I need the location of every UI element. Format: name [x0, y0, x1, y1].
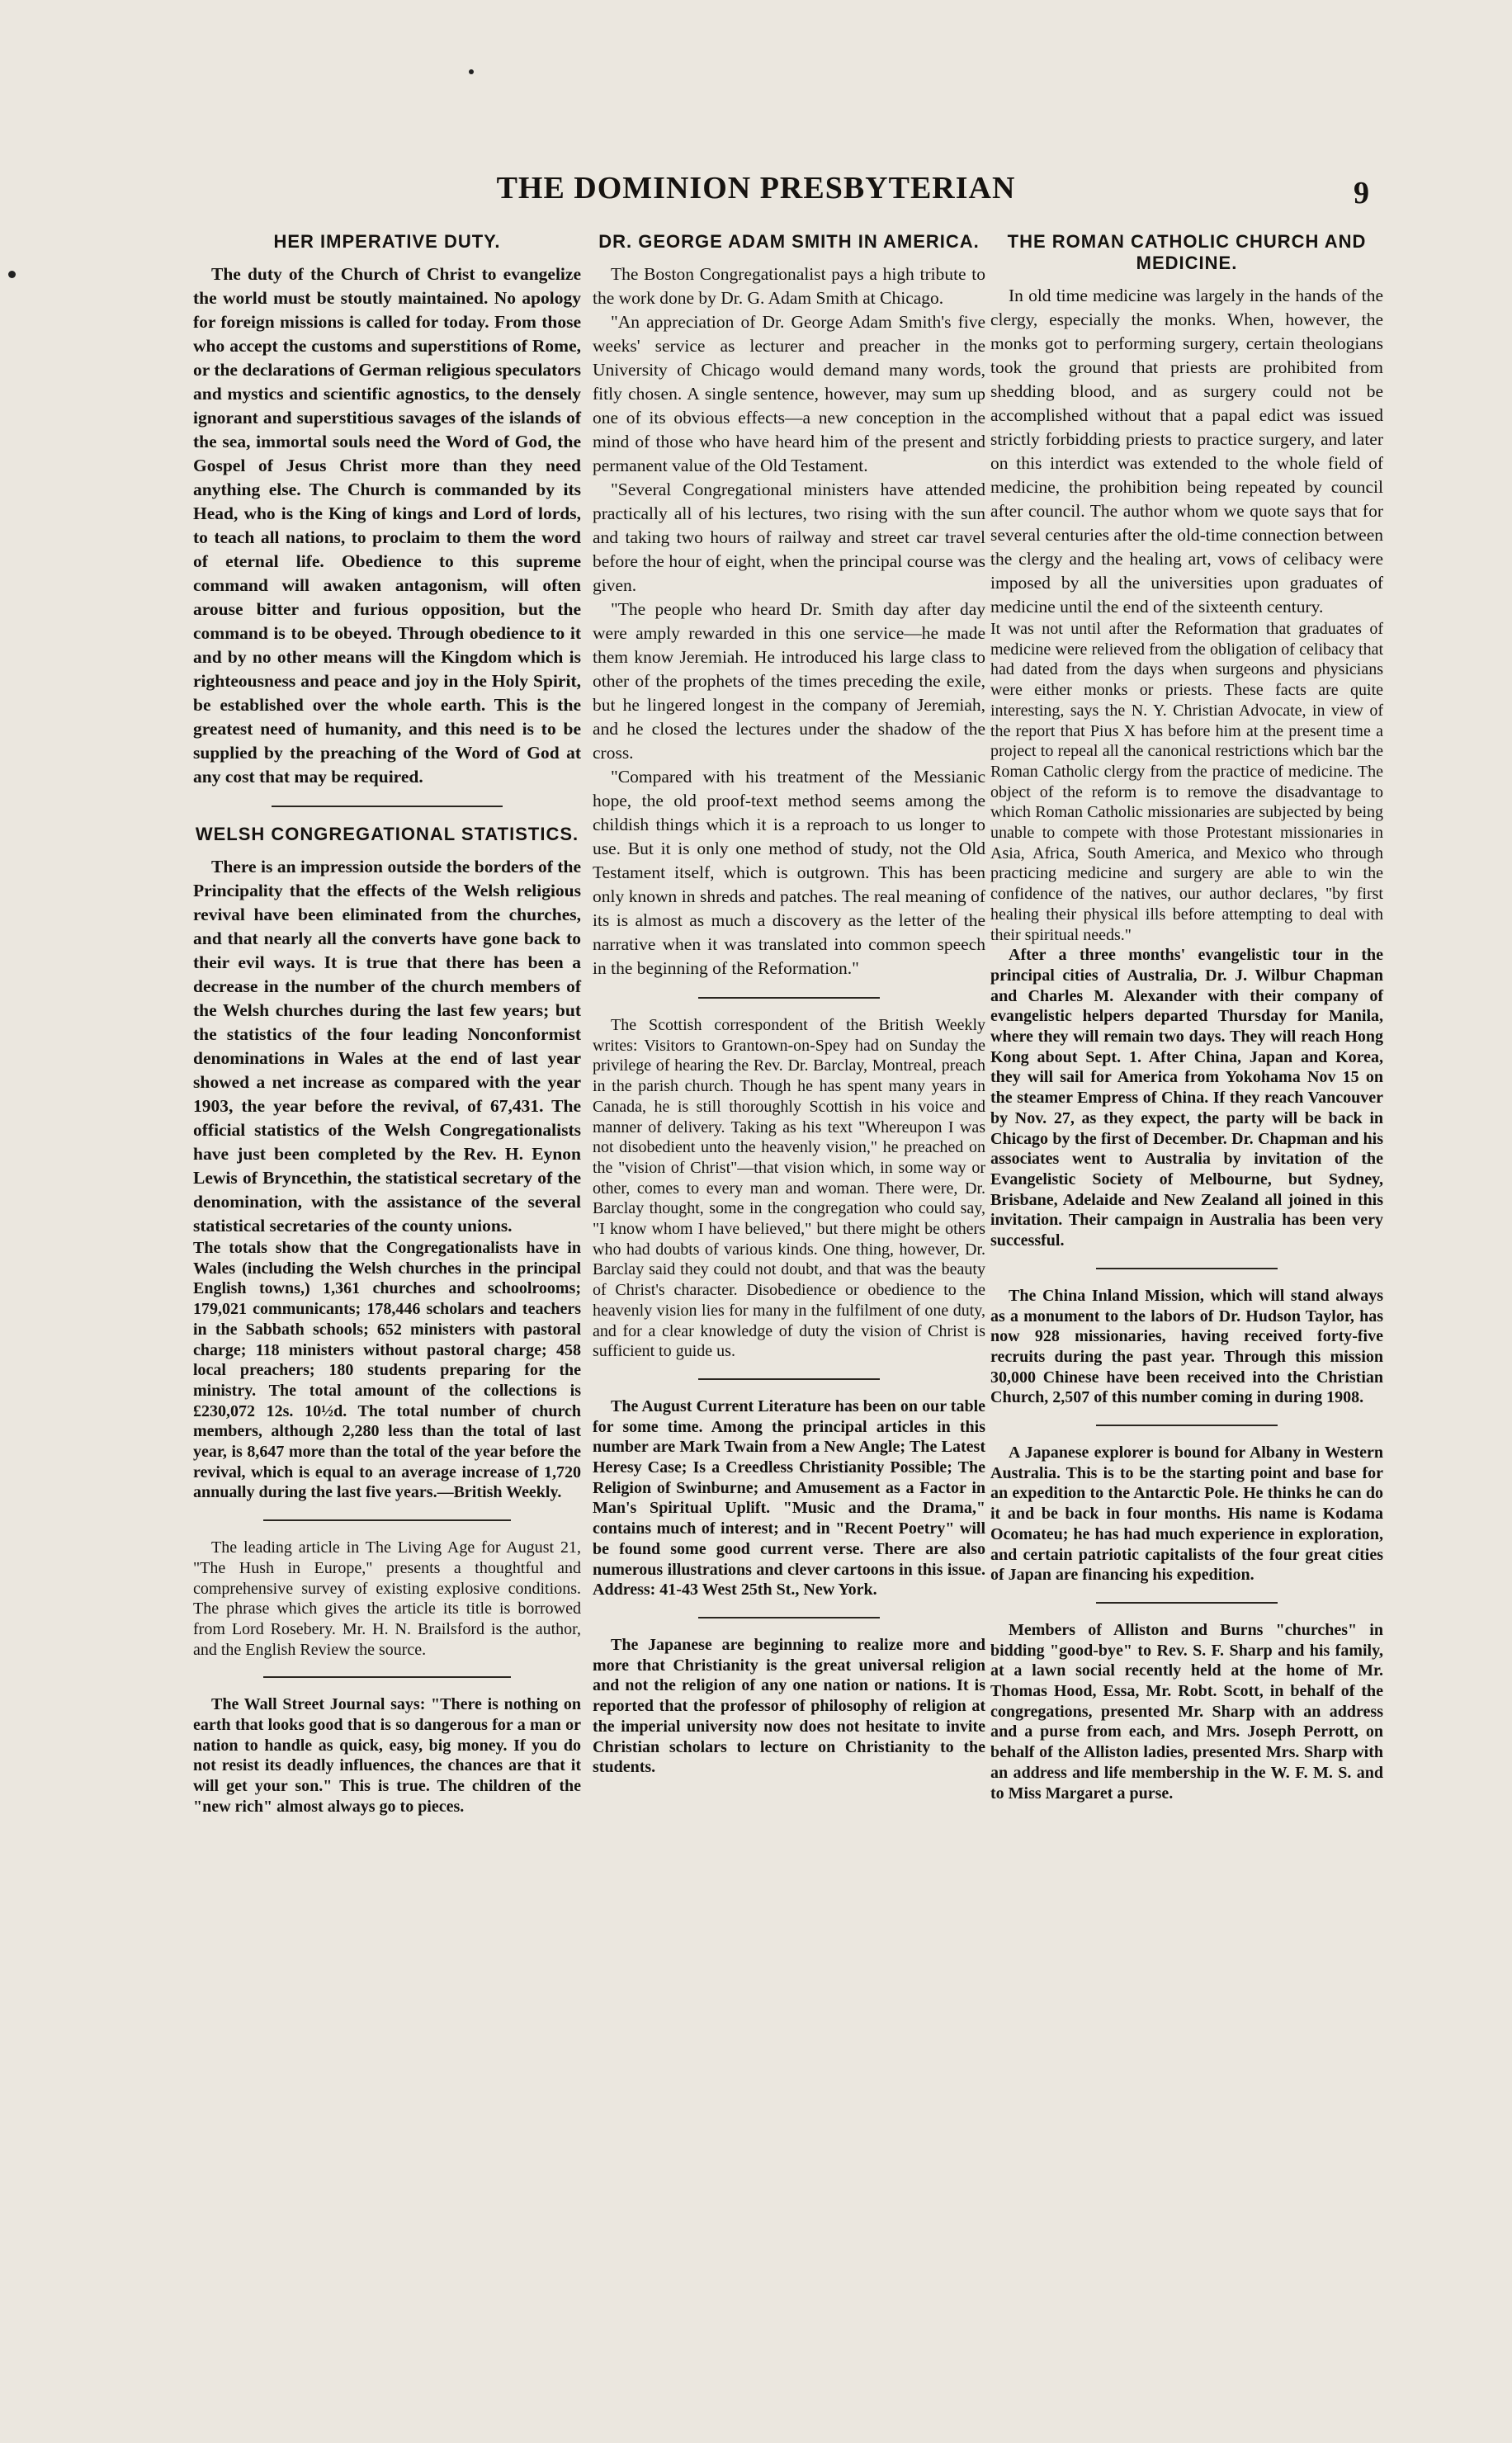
column-rule: [263, 1676, 511, 1678]
article-catholic-medicine-part2: It was not until after the Reformation that graduates of medicine were relieved from the obligation of celibacy that had dated from the days when surgeons and physicians were either monks or priests. These facts are quite interesting, says the N. Y. Christian Advocate, in view of the report that Pius X has before him at the present time a project to repeal all the canonical restrictions which bar the Roman Catholic clergy from the practice of medicine. The object of the reform is to remove the disadvantage to which Roman Catholic missionaries are subjected by being unable to compete with those Protestant missionaries in Asia, Africa, South America, and Mexico who through practicing medicine and surgery are able to win the confidence of the natives, our author declares, "by first healing their physical ills before attempting to deal with their spiritual needs.": [990, 620, 1383, 944]
headline-george-adam-smith: DR. GEORGE ADAM SMITH IN AMERICA.: [598, 231, 980, 252]
column-rule: [698, 1378, 880, 1380]
article-dr-barclay: The Scottish correspondent of the British Weekly writes: Visitors to Grantown-on-Spey had on Sunday the privilege of hearing the Rev. Dr. Barclay, Montreal, preach in the parish church. Though he has spent many years in Canada, he is still thoroughly Scottish in his voice and manner of delivery. Taking as his text "Whereupon I was not disobedient unto the heavenly vision," he preached on the "vision of Christ"—that vision which, in some way or other, comes to every man and woman. There were, Dr. Barclay thought, some in the congregation who could say, "I know whom I have believed," but there might be others who had doubts of various kinds. One thing, however, Dr. Barclay said they could not doubt, and that was the beauty of Christ's character. Disobedience or obedience to the heavenly vision lies for many in the fulfilment of one duty, and for a clear knowledge of duty the vision of Christ is sufficient to guide us.: [593, 1016, 985, 1361]
article-her-imperative-duty: The duty of the Church of Christ to evangelize the world must be stoutly maintained. No apology for foreign missions is called for today. From those who accept the customs and superstitions of Rome, or the declarations of German religious speculators and mystics and scientific agnostics, to the densely ignorant and superstitious savages of the islands of the sea, immortal souls need the Word of God, the Gospel of Jesus Christ more than they need anything else. The Church is commanded by its Head, who is the King of kings and Lord of lords, to teach all nations, to proclaim to them the word of eternal life. Obedience to this supreme command will awaken antagonism, will often arouse bitter and furious opposition, but the command is to be obeyed. Through obedience to it and by no other means will the Kingdom which is righteousness and peace and joy in the Holy Spirit, be established over the whole earth. This is the greatest need of humanity, and this need is to be supplied by the preaching of the Word of God at any cost that may be required.: [193, 264, 581, 787]
article-japanese-christianity: The Japanese are beginning to realize more and more that Christianity is the great universal religion and not the religion of any one nation or nations. It is reported that the professor of philosophy of religion at the imperial university now does not hesitate to invite Christian scholars to lecture on Christianity to the students.: [593, 1635, 985, 1777]
column-rule: [272, 806, 503, 807]
column-rule: [1096, 1268, 1278, 1269]
article-china-inland-mission: The China Inland Mission, which will stand always as a monument to the labors of Dr. Hudson Taylor, has now 928 missionaries, having received forty-five recruits during the past year. Through this mission 30,000 Chinese have been received into the Christian Church, 2,507 of this number coming in during 1908.: [990, 1286, 1383, 1407]
article-welsh-statistics-part2: The totals show that the Congregationalists have in Wales (including the Welsh churches in the principal English towns,) 1,361 churches and schoolrooms; 179,021 communicants; 178,446 scholars and teachers in the Sabbath schools; 652 ministers with pastoral charge; 118 ministers without pastoral charge; 458 local preachers; 180 students preparing for the ministry. The total amount of the collections is £230,072 12s. 10½d. The total number of church members, although 2,280 less than the total of last year, is 8,647 more than the total of the year before the revival, which is equal to an average increase of 1,720 annually during the last five years.—British Weekly.: [193, 1239, 581, 1502]
ink-speck: [8, 271, 16, 278]
column-middle: [593, 231, 985, 1778]
masthead: THE DOMINION PRESBYTERIAN: [496, 171, 1016, 206]
column-left: [193, 231, 581, 1817]
column-right: [990, 231, 1383, 1803]
headline-roman-catholic-medicine: THE ROMAN CATHOLIC CHURCH AND MEDICINE.: [1007, 231, 1367, 273]
article-chapman-tour: After a three months' evangelistic tour in the principal cities of Australia, Dr. J. Wilbur Chapman and Charles M. Alexander with their company of evangelistic helpers departed Thursday for Manila, where they will remain two days. They will reach Hong Kong about Sept. 1. After China, Japan and Korea, they will sail for America from Yokohama Nov 15 on the steamer Empress of China. If they reach Vancouver by Nov. 27, as they expect, the party will be back in Chicago by the first of December. Dr. Chapman and his associates went to Australia by invitation of the Evangelistic Society of Melbourne, but Sydney, Brisbane, Adelaide and New Zealand all joined in this invitation. Their campaign in Australia has been very successful.: [990, 946, 1383, 1250]
column-rule: [698, 997, 880, 999]
article-wall-street-journal: The Wall Street Journal says: "There is nothing on earth that looks good that is so dangerous for a man or nation to handle as quick, easy, big money. If you do not resist its deadly influences, the chances are that it will get your son." This is true. The children of the "new rich" almost always go to pieces.: [193, 1695, 581, 1816]
column-rule: [263, 1519, 511, 1521]
article-current-literature: The August Current Literature has been on our table for some time. Among the principal articles in this number are Mark Twain from a New Angle; The Latest Heresy Case; Is a Creedless Christianity Possible; The Religion of Swinburne; and Amusement as a Factor in Man's Spiritual Uplift. "Music and the Drama," contains much of interest; and in "Recent Poetry" will be found some good current verse. There are also numerous illustrations and clever cartoons in this issue. Address: 41-43 West 25th St., New York.: [593, 1396, 985, 1600]
article-smith-ministers: "Several Congregational ministers have attended practically all of his lectures, two rising with the sun and taking two hours of railway and street car travel before the hour of eight, when the principal course was given.: [593, 480, 985, 595]
page-number: 9: [1354, 176, 1369, 210]
column-rule: [1096, 1602, 1278, 1604]
column-rule: [1096, 1425, 1278, 1426]
column-rule: [698, 1617, 880, 1618]
headline-her-imperative-duty: HER IMPERATIVE DUTY.: [273, 231, 501, 252]
ink-speck: [469, 69, 474, 74]
headline-welsh-statistics: WELSH CONGREGATIONAL STATISTICS.: [195, 824, 579, 844]
article-living-age: The leading article in The Living Age for August 21, "The Hush in Europe," presents a thoughtful and comprehensive survey of existing explosive conditions. The phrase which gives the article its title is borrowed from Lord Rosebery. Mr. H. N. Brailsford is the author, and the English Review the source.: [193, 1538, 581, 1659]
article-japanese-explorer: A Japanese explorer is bound for Albany in Western Australia. This is to be the starting point and base for an expedition to the Antarctic Pole. He thinks he can do it and be back in four months. His name is Kodama Ocomateu; he has had much experience in exploration, and certain patriotic capitalists of the four great cities of Japan are financing his expedition.: [990, 1444, 1383, 1585]
article-catholic-medicine-part1: In old time medicine was largely in the hands of the clergy, especially the monks. When, however, the monks got to performing surgery, certain theologians took the ground that priests are prohibited from shedding blood, and as surgery could not be accomplished without that a papal edict was issued strictly forbidding priests to practice surgery, and later on this interdict was extended to the whole field of medicine, the prohibition being repeated by council after council. The author whom we quote says that for several centuries after the old-time connection between the clergy and the healing art, vows of celibacy were imposed by all the universities upon graduates of medicine until the end of the sixteenth century.: [990, 286, 1383, 617]
article-alliston-burns: Members of Alliston and Burns "churches" in bidding "good-bye" to Rev. S. F. Sharp and his family, at a lawn social recently held at the home of Mr. Thomas Hood, Essa, Mr. Robt. Scott, in behalf of the congregations, presented Mr. Sharp with an address and a purse from each, and Mrs. Joseph Perrott, on behalf of the Alliston ladies, presented Mrs. Sharp with an address and life membership in the W. F. M. S. and to Miss Margaret a purse.: [990, 1620, 1383, 1803]
article-smith-intro: The Boston Congregationalist pays a high tribute to the work done by Dr. G. Adam Smith at Chicago.: [593, 264, 985, 308]
article-smith-jeremiah: "The people who heard Dr. Smith day after day were amply rewarded in this one service—he made them know Jeremiah. He introduced his large class to other of the prophets of the times preceding the exile, but he lingered longest in the company of Jeremiah, and he closed the lectures under the shadow of the cross.: [593, 599, 985, 763]
article-welsh-statistics-part1: There is an impression outside the borders of the Principality that the effects of the Welsh religious revival have been eliminated from the churches, and that nearly all the converts have gone back to their evil ways. It is true that there has been a decrease in the number of the church members of the Welsh churches during the last few years; but the statistics of the four leading Nonconformist denominations in Wales at the end of last year showed a net increase as compared with the year 1903, the year before the revival, of 67,431. The official statistics of the Welsh Congregationalists have just been completed by the Rev. H. Eynon Lewis of Bryncethin, the statistical secretary of the denomination, with the assistance of the several statistical secretaries of the county unions.: [193, 857, 581, 1236]
article-smith-messianic: "Compared with his treatment of the Messianic hope, the old proof-text method seems among the childish things which it is a reproach to us longer to use. But it is only one method of study, not the Old Testament itself, which is outgrown. This has been only known in shreds and patches. The real meaning of its is almost as much a discovery as the letter of the narrative when it was translated into common speech in the beginning of the Reformation.": [593, 767, 985, 978]
article-smith-appreciation: "An appreciation of Dr. George Adam Smith's five weeks' service as lecturer and preacher in the University of Chicago would demand many words, fitly chosen. A single sentence, however, may sum up one of its obvious effects—a new conception in the mind of those who have heard him of the present and permanent value of the Old Testament.: [593, 312, 985, 475]
